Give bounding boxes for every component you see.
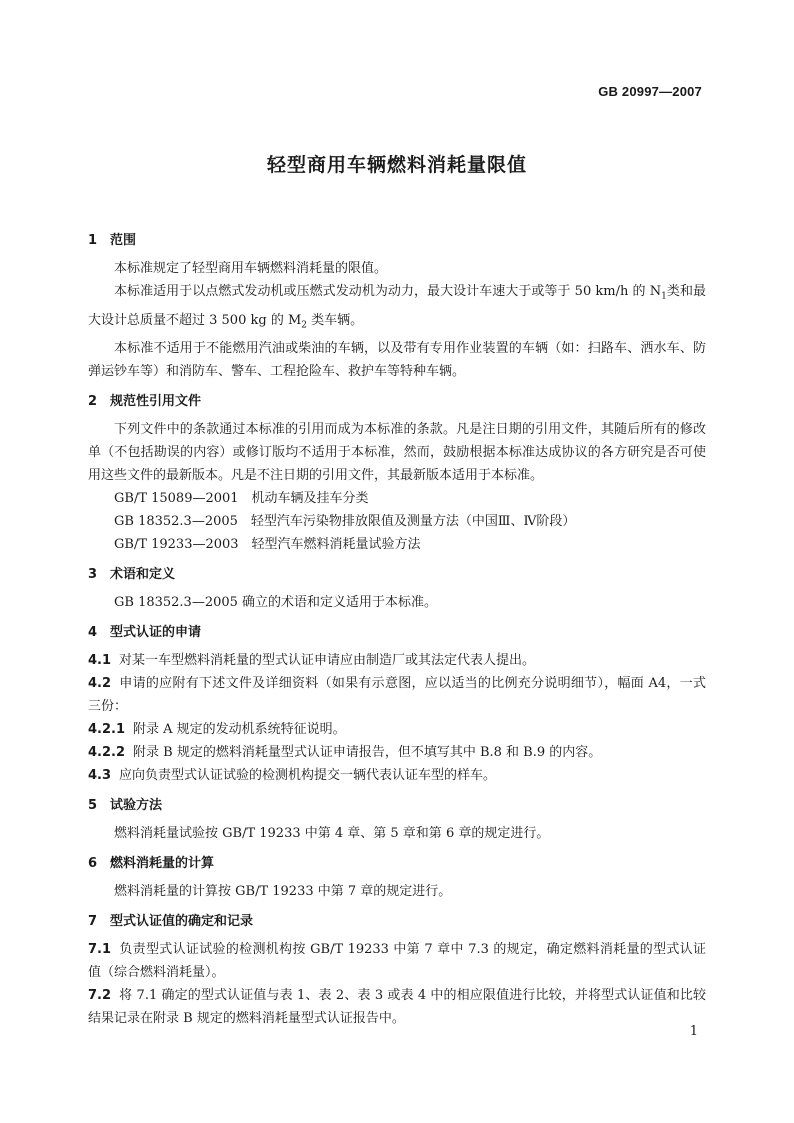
reference-item: GB/T 15089—2001 机动车辆及挂车分类 xyxy=(114,491,369,507)
clause-item xyxy=(88,649,706,672)
calculation-paragraph: 燃料消耗量的计算按 GB/T 19233 中第 7 章的规定进行。 xyxy=(114,884,452,900)
clause-item xyxy=(88,741,706,764)
clause-item xyxy=(88,672,706,718)
reference-item: GB 18352.3—2005 轻型汽车污染物排放限值及测量方法（中国Ⅲ、Ⅳ阶段） xyxy=(114,514,576,530)
section-title: 范围 xyxy=(110,233,137,248)
clause-number: 4.3 xyxy=(88,768,112,784)
clause-text: 附录 A 规定的发动机系统特征说明。 xyxy=(133,722,346,738)
scope-paragraph-2-part-a: 本标准适用于以点燃式发动机或压燃式发动机为动力，最大设计车速大于或等于 50 km/h 的 N xyxy=(114,284,662,299)
clause-item xyxy=(88,764,706,787)
clause-number: 4.2 xyxy=(88,676,112,692)
section-title: 型式认证的申请 xyxy=(110,625,202,641)
clause-number: 4.2.2 xyxy=(88,745,126,761)
section-heading-normative-references xyxy=(88,391,706,413)
document-title: 轻型商用车辆燃料消耗量限值 xyxy=(266,154,527,176)
clause-number: 4.2.1 xyxy=(88,722,126,738)
m-subscript: 2 xyxy=(301,320,307,331)
section-number: 5 xyxy=(88,798,98,814)
clause-text: 负责型式认证试验的检测机构按 GB/T 19233 中第 7 章中 7.3 的规定，确定燃料消耗量的型式认证值（综合燃料消耗量）。 xyxy=(88,942,706,981)
section-number: 7 xyxy=(88,914,98,930)
references-paragraph: 下列文件中的条款通过本标准的引用而成为本标准的条款。凡是注日期的引用文件，其随后所有的修改单（不包括勘误的内容）或修订版均不适用于本标准，然而，鼓励根据本标准达成协议的各方研究是否可使用这些文件的最新版本。凡是不注日期的引用文件，其最新版本适用于本标准。 xyxy=(88,422,706,484)
clause-item xyxy=(88,984,706,1030)
clause-text: 申请的应附有下述文件及详细资料（如果有示意图，应以适当的比例充分说明细节），幅面 A4，一式三份： xyxy=(88,676,706,715)
section-heading-test-method xyxy=(88,795,706,817)
section-title: 试验方法 xyxy=(110,798,163,814)
section-heading-terms xyxy=(88,564,706,586)
scope-paragraph-1: 本标准规定了轻型商用车辆燃料消耗量的限值。 xyxy=(114,261,388,276)
section-heading-determination xyxy=(88,911,706,933)
standard-code: GB 20997—2007 xyxy=(598,84,702,99)
n-subscript: 1 xyxy=(661,291,667,302)
test-method-paragraph: 燃料消耗量试验按 GB/T 19233 中第 4 章、第 5 章和第 6 章的规定进行。 xyxy=(114,826,550,842)
terms-paragraph: GB 18352.3—2005 确立的术语和定义适用于本标准。 xyxy=(114,595,438,611)
clause-number: 7.1 xyxy=(88,942,112,958)
scope-paragraph-3: 本标准不适用于不能燃用汽油或柴油的车辆，以及带有专用作业装置的车辆（如：扫路车、洒水车、防弹运钞车等）和消防车、警车、工程抢险车、救护车等特种车辆。 xyxy=(88,341,706,380)
section-heading-calculation xyxy=(88,853,706,875)
clause-text: 附录 B 规定的燃料消耗量型式认证申请报告，但不填写其中 B.8 和 B.9 的内容。 xyxy=(133,745,602,761)
scope-paragraph-2 xyxy=(88,280,706,337)
clause-text: 应向负责型式认证试验的检测机构提交一辆代表认证车型的样车。 xyxy=(119,768,497,784)
section-heading-scope xyxy=(88,230,706,252)
clause-text: 将 7.1 确定的型式认证值与表 1、表 2、表 3 或表 4 中的相应限值进行比较，并将型式认证值和比较结果记录在附录 B 规定的燃料消耗量型式认证报告中。 xyxy=(88,988,706,1027)
section-number: 1 xyxy=(88,233,98,248)
section-number: 3 xyxy=(88,567,98,583)
document-body xyxy=(88,222,706,1030)
section-number: 2 xyxy=(88,394,98,410)
page-number: 1 xyxy=(689,1024,698,1039)
clause-number: 7.2 xyxy=(88,988,112,1004)
section-title: 型式认证值的确定和记录 xyxy=(110,914,254,930)
scope-paragraph-2-part-b: 类和最大设计总质量不超过 3 500 kg 的 M xyxy=(88,284,706,328)
clause-item xyxy=(88,718,706,741)
section-number: 4 xyxy=(88,625,98,641)
section-heading-application xyxy=(88,622,706,644)
clause-item xyxy=(88,938,706,984)
clause-number: 4.1 xyxy=(88,653,112,669)
reference-item: GB/T 19233—2003 轻型汽车燃料消耗量试验方法 xyxy=(114,537,421,553)
section-number: 6 xyxy=(88,856,98,872)
section-title: 规范性引用文件 xyxy=(110,394,202,410)
section-title: 燃料消耗量的计算 xyxy=(110,856,215,872)
scope-paragraph-2-part-c: 类车辆。 xyxy=(307,312,364,328)
section-title: 术语和定义 xyxy=(110,567,176,583)
clause-text: 对某一车型燃料消耗量的型式认证申请应由制造厂或其法定代表人提出。 xyxy=(119,653,536,669)
